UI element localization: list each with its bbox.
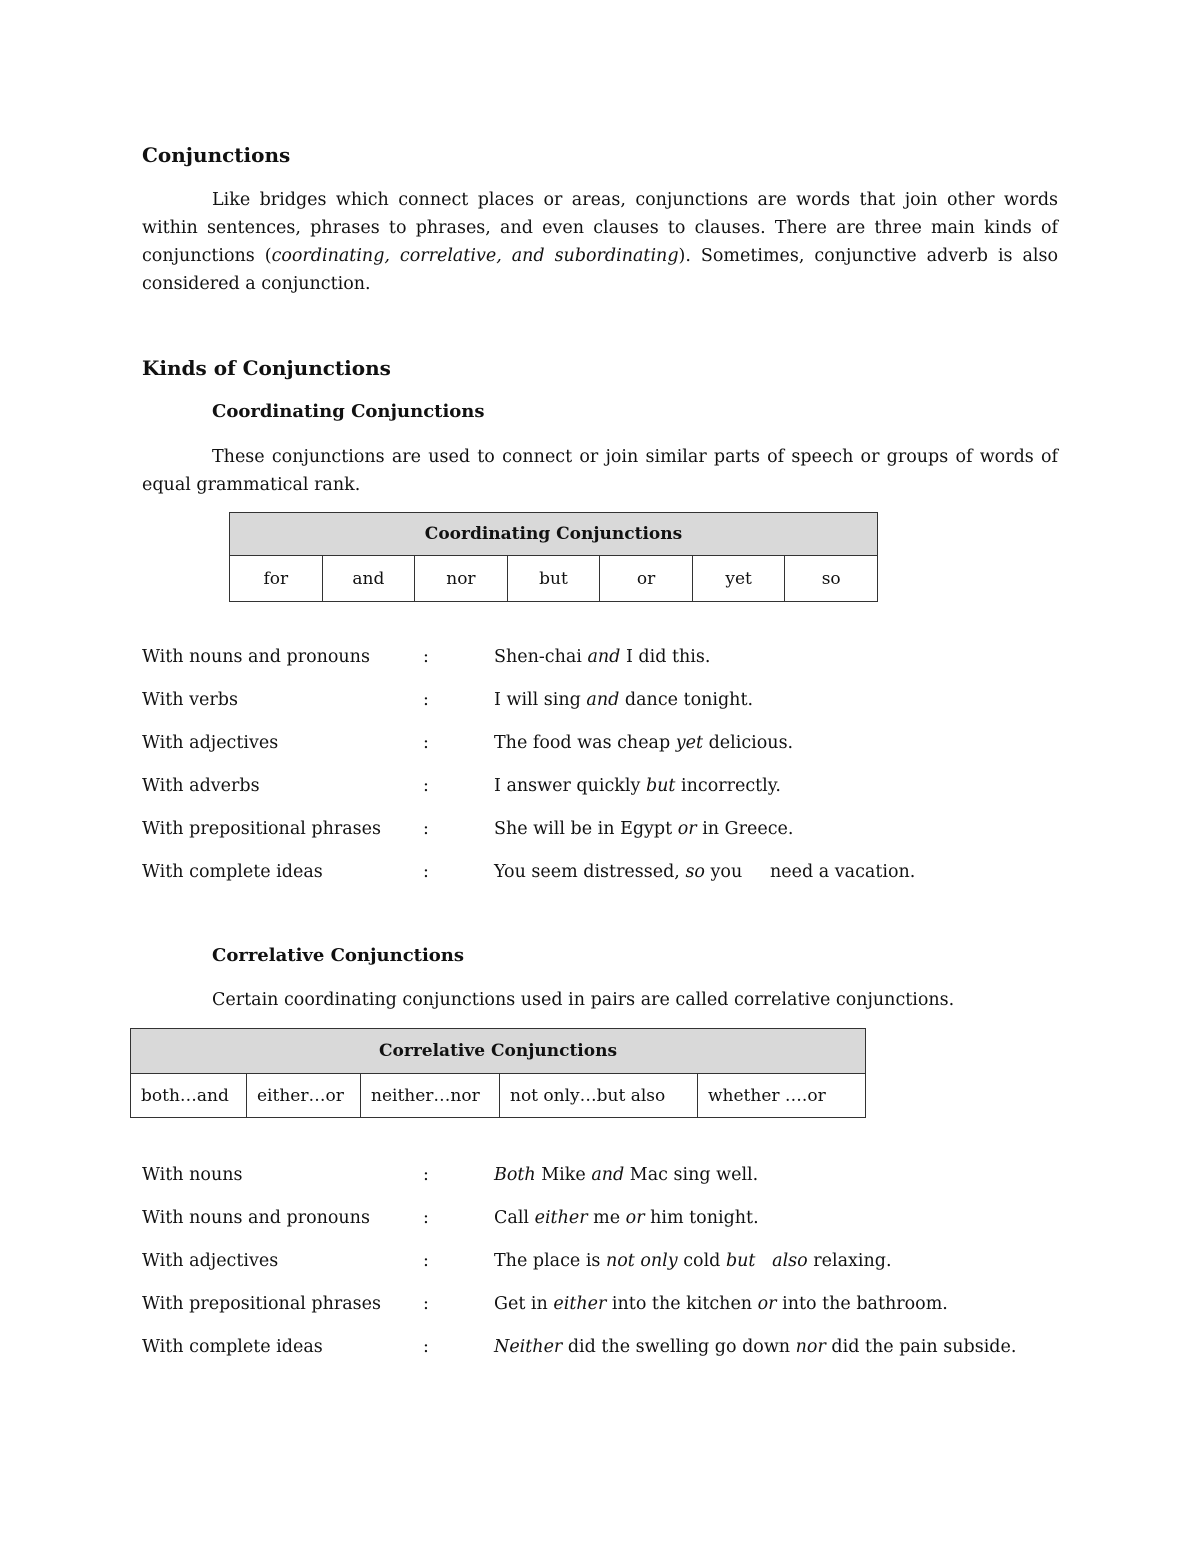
example-label: With prepositional phrases: [142, 1294, 382, 1314]
example-conjunction: nor: [795, 1337, 826, 1357]
example-text: you need a vacation.: [704, 862, 916, 882]
correlative-description-text: Certain coordinating conjunctions used in pairs are called correlative conjunctions.: [212, 990, 955, 1010]
example-label: With complete ideas: [142, 862, 323, 882]
example-text: did the pain subside.: [825, 1337, 1017, 1357]
example-conjunction: either: [553, 1294, 607, 1314]
coordinating-description-text: These conjunctions are used to connect or join similar parts of speech or groups of words of equal grammatical rank.: [142, 447, 1058, 495]
table-cell: neither…nor: [361, 1074, 500, 1118]
example-colon: :: [423, 819, 429, 839]
example-colon: :: [423, 776, 429, 796]
example-label: With adjectives: [142, 733, 279, 753]
example-text: You seem distressed,: [494, 862, 686, 882]
example-colon: :: [423, 1251, 429, 1271]
intro-kinds-list: coordinating, correlative, and subordinating: [271, 246, 679, 266]
coordinating-heading: Coordinating Conjunctions: [212, 401, 485, 422]
table-cell: or: [600, 556, 693, 602]
example-text: delicious.: [703, 733, 794, 753]
example-text: Shen-chai: [494, 647, 588, 667]
example-label: With adjectives: [142, 1251, 279, 1271]
table-cell: nor: [415, 556, 508, 602]
table-cell: not only…but also: [500, 1074, 698, 1118]
table-cell: for: [230, 556, 323, 602]
example-sentence: [494, 772, 781, 800]
table-cell: but: [507, 556, 600, 602]
example-colon: :: [423, 733, 429, 753]
example-label: With adverbs: [142, 776, 260, 796]
coordinating-description: [142, 443, 1058, 499]
example-conjunction: or: [677, 819, 697, 839]
intro-text-start: Like bridges which connect places or areas, conjunctions are words that join other words within sentences, phrases to phrases, and even clauses to clauses. There are three main kinds of conjunctions (: [142, 190, 1058, 266]
example-text: into the bathroom.: [776, 1294, 948, 1314]
example-label: With verbs: [142, 690, 238, 710]
example-text: I will sing: [494, 690, 587, 710]
table-cell: both…and: [131, 1074, 247, 1118]
example-sentence: [494, 1290, 948, 1318]
table-cell: and: [322, 556, 415, 602]
example-conjunction: Both: [494, 1165, 536, 1185]
example-text: The place is: [494, 1251, 606, 1271]
correlative-description: [142, 986, 1058, 1014]
example-text: She will be in Egypt: [494, 819, 678, 839]
example-sentence: [494, 858, 915, 886]
example-conjunction: so: [685, 862, 705, 882]
intro-paragraph: [142, 186, 1058, 298]
example-colon: :: [423, 862, 429, 882]
example-colon: :: [423, 647, 429, 667]
example-label: With nouns and pronouns: [142, 647, 370, 667]
page-title: Conjunctions: [142, 143, 291, 167]
example-colon: :: [423, 1208, 429, 1228]
example-conjunction: but: [645, 776, 676, 796]
example-text: him tonight.: [644, 1208, 759, 1228]
example-sentence: [494, 1204, 759, 1232]
example-text: cold: [677, 1251, 726, 1271]
example-text: Call: [494, 1208, 535, 1228]
example-sentence: [494, 1161, 758, 1189]
example-conjunction: either: [534, 1208, 588, 1228]
correlative-table: [130, 1028, 866, 1118]
example-label: With prepositional phrases: [142, 819, 382, 839]
example-text: Mike: [535, 1165, 592, 1185]
example-colon: :: [423, 1165, 429, 1185]
example-label: With complete ideas: [142, 1337, 323, 1357]
example-text: I answer quickly: [494, 776, 646, 796]
example-sentence: [494, 1333, 1016, 1361]
example-colon: :: [423, 690, 429, 710]
example-conjunction: or: [757, 1294, 777, 1314]
example-conjunction: Neither: [494, 1337, 563, 1357]
example-conjunction: and: [587, 647, 621, 667]
example-text: I did this.: [620, 647, 711, 667]
example-text: dance tonight.: [619, 690, 754, 710]
example-label: With nouns and pronouns: [142, 1208, 370, 1228]
example-text: relaxing.: [807, 1251, 892, 1271]
coordinating-table: [229, 512, 878, 602]
kinds-heading: Kinds of Conjunctions: [142, 356, 391, 380]
example-text: me: [587, 1208, 626, 1228]
example-text: did the swelling go down: [562, 1337, 796, 1357]
example-text: The food was cheap: [494, 733, 676, 753]
example-colon: :: [423, 1294, 429, 1314]
example-conjunction: and: [591, 1165, 625, 1185]
example-text: in Greece.: [696, 819, 794, 839]
example-text: into the kitchen: [606, 1294, 758, 1314]
example-colon: :: [423, 1337, 429, 1357]
correlative-table-header: Correlative Conjunctions: [131, 1029, 866, 1074]
example-conjunction: but also: [725, 1251, 808, 1271]
table-cell: whether ….or: [698, 1074, 866, 1118]
example-sentence: [494, 643, 710, 671]
intro-text-end: ). Sometimes, conjunctive adverb is also considered a conjunction.: [142, 246, 1059, 294]
table-cell: either…or: [247, 1074, 361, 1118]
example-conjunction: or: [625, 1208, 645, 1228]
correlative-heading: Correlative Conjunctions: [212, 945, 465, 966]
table-cell: yet: [692, 556, 785, 602]
coordinating-table-header: Coordinating Conjunctions: [230, 513, 878, 556]
example-text: Mac sing well.: [624, 1165, 759, 1185]
example-sentence: [494, 1247, 892, 1275]
example-text: incorrectly.: [675, 776, 781, 796]
example-conjunction: yet: [675, 733, 704, 753]
example-sentence: [494, 686, 753, 714]
table-cell: so: [785, 556, 878, 602]
example-sentence: [494, 815, 793, 843]
example-sentence: [494, 729, 793, 757]
example-conjunction: and: [586, 690, 620, 710]
example-conjunction: not only: [605, 1251, 678, 1271]
example-label: With nouns: [142, 1165, 243, 1185]
example-text: Get in: [494, 1294, 554, 1314]
